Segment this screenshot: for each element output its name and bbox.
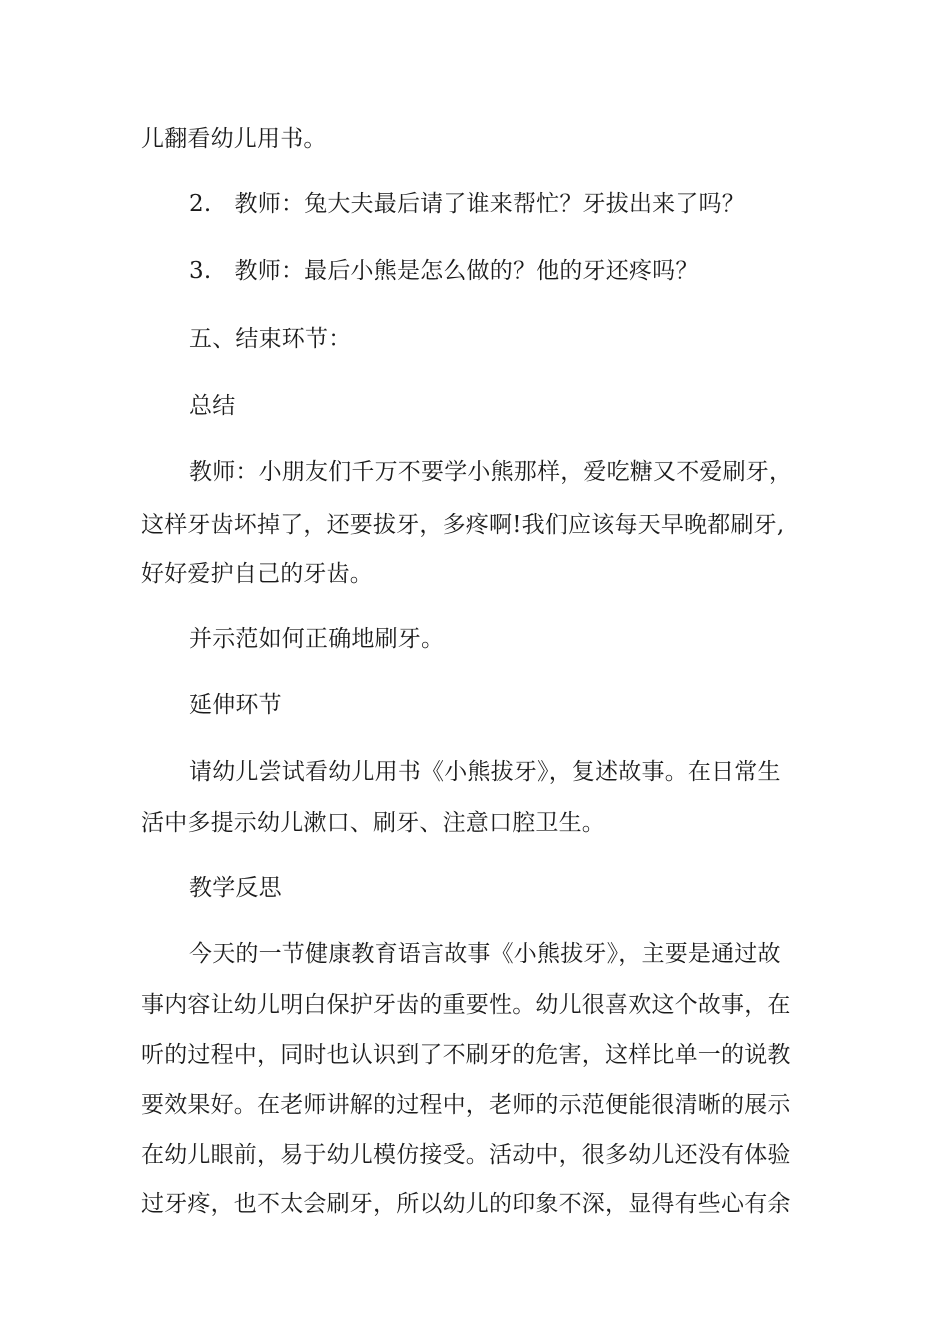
text-line: 3. 教师：最后小熊是怎么做的？他的牙还疼吗？ [189,258,699,284]
text-line: 要效果好。在老师讲解的过程中，老师的示范便能很清晰的展示 [141,1092,791,1118]
text-line: 过牙疼，也不太会刷牙，所以幼儿的印象不深，显得有些心有余 [141,1191,791,1217]
text-line: 好好爱护自己的牙齿。 [141,561,373,587]
section-heading: 五、结束环节： [189,326,352,352]
subsection-heading: 延伸环节 [189,692,282,718]
text-line: 这样牙齿坏掉了，还要拔牙，多疼啊!我们应该每天早晚都刷牙, [141,512,785,538]
text-line: 儿翻看幼儿用书。 [141,126,327,152]
text-line: 今天的一节健康教育语言故事《小熊拔牙》，主要是通过故 [189,941,781,967]
text-line: 请幼儿尝试看幼儿用书《小熊拔牙》，复述故事。在日常生 [189,759,781,785]
text-line: 2. 教师：兔大夫最后请了谁来帮忙？牙拔出来了吗？ [189,191,745,217]
subsection-heading: 教学反思 [189,875,282,901]
text-line: 活中多提示幼儿漱口、刷牙、注意口腔卫生。 [141,810,605,836]
text-line: 并示范如何正确地刷牙。 [189,626,445,652]
text-line: 教师：小朋友们千万不要学小熊那样，爱吃糖又不爱刷牙， [189,459,793,485]
text-line: 听的过程中，同时也认识到了不刷牙的危害，这样比单一的说教 [141,1042,791,1068]
text-line: 事内容让幼儿明白保护牙齿的重要性。幼儿很喜欢这个故事，在 [141,992,791,1018]
text-line: 在幼儿眼前，易于幼儿模仿接受。活动中，很多幼儿还没有体验 [141,1142,791,1168]
subsection-heading: 总结 [189,393,236,419]
